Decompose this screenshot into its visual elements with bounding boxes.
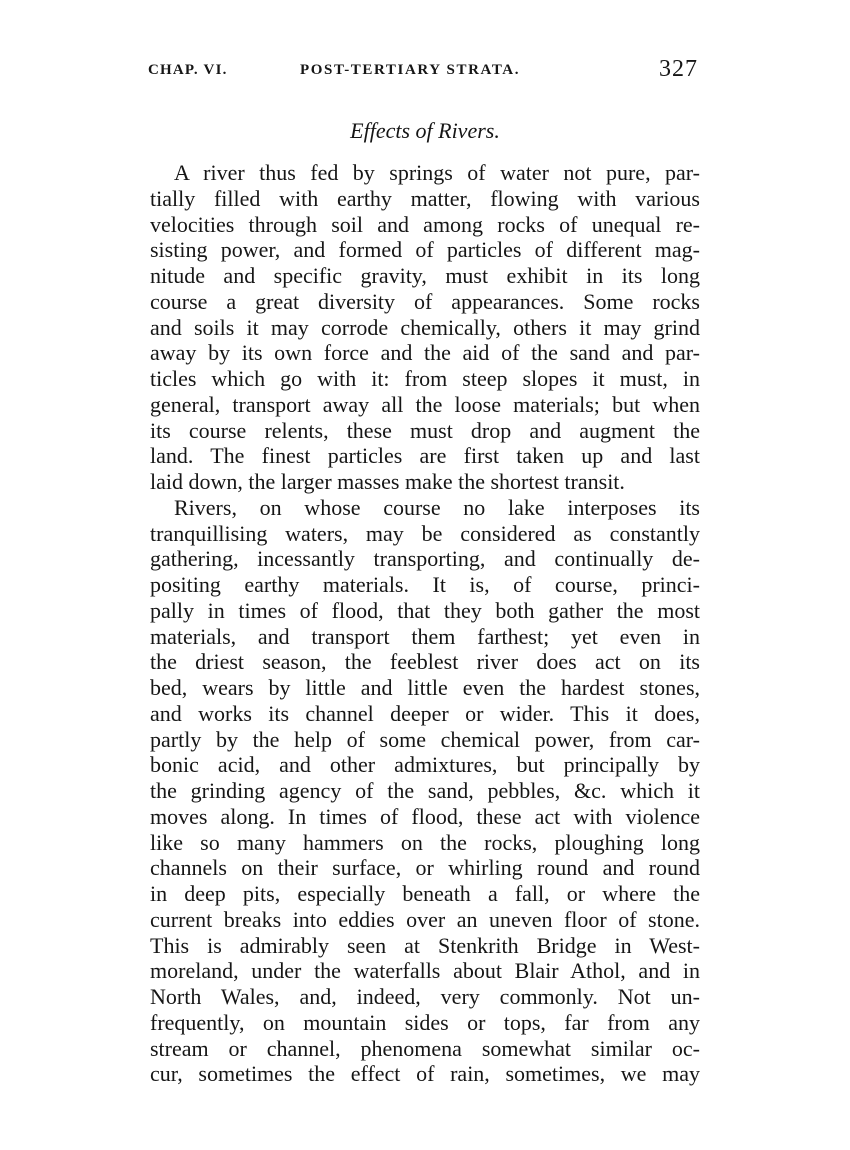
- text-line: tially filled with earthy matter, flowing with various: [150, 185, 700, 211]
- text-line: in deep pits, especially beneath a fall, or where the: [150, 881, 700, 906]
- text-line: its course relents, these must drop and augment the: [150, 417, 700, 443]
- chapter-label: CHAP. VI.: [148, 62, 228, 78]
- text-line: sisting power, and formed of particles of different mag-: [150, 237, 700, 263]
- text-line: course a great diversity of appearances. Some rocks: [150, 288, 700, 314]
- text-line: velocities through soil and among rocks of unequal re-: [150, 211, 700, 237]
- text-line: nitude and specific gravity, must exhibit in its long: [150, 263, 700, 288]
- section-heading: Effects of Rivers.: [350, 118, 500, 143]
- text-line: stream or channel, phenomena somewhat similar oc-: [150, 1035, 700, 1061]
- text-line: Rivers, on whose course no lake interposes its: [174, 494, 700, 520]
- text-line: gathering, incessantly transporting, and continually de-: [150, 546, 700, 572]
- body-text: [150, 160, 700, 1087]
- text-line: laid down, the larger masses make the shortest transit.: [150, 469, 625, 494]
- page-number: 327: [659, 56, 698, 82]
- text-line: positing earthy materials. It is, of course, princi-: [150, 572, 700, 597]
- text-line: bonic acid, and other admixtures, but principally by: [150, 752, 700, 778]
- text-line: and soils it may corrode chemically, others it may grind: [150, 314, 700, 340]
- text-line: moves along. In times of flood, these act with violence: [150, 803, 700, 829]
- running-head: [148, 58, 708, 88]
- running-title: POST-TERTIARY STRATA.: [300, 62, 521, 78]
- text-line: like so many hammers on the rocks, ploughing long: [150, 829, 700, 855]
- text-line: bed, wears by little and little even the hardest stones,: [150, 675, 700, 700]
- text-line: tranquillising waters, may be considered as constantly: [150, 520, 700, 546]
- text-line: the driest season, the feeblest river does act on its: [150, 649, 700, 675]
- text-line: and works its channel deeper or wider. This it does,: [150, 700, 700, 726]
- text-line: pally in times of flood, that they both gather the most: [150, 597, 700, 623]
- text-line: materials, and transport them farthest; yet even in: [150, 623, 700, 649]
- text-line: frequently, on mountain sides or tops, far from any: [150, 1009, 700, 1035]
- text-line: away by its own force and the aid of the sand and par-: [150, 340, 700, 366]
- text-line: cur, sometimes the effect of rain, sometimes, we may: [150, 1061, 700, 1087]
- text-line: current breaks into eddies over an uneven floor of stone.: [150, 906, 700, 932]
- text-line: land. The finest particles are first taken up and last: [150, 443, 700, 469]
- text-line: moreland, under the waterfalls about Blair Athol, and in: [150, 958, 700, 984]
- text-line: partly by the help of some chemical power, from car-: [150, 726, 700, 752]
- text-line: ticles which go with it: from steep slopes it must, in: [150, 366, 700, 391]
- text-line: A river thus fed by springs of water not pure, par-: [174, 160, 700, 185]
- text-line: channels on their surface, or whirling round and round: [150, 855, 700, 881]
- text-line: the grinding agency of the sand, pebbles, &c. which it: [150, 778, 700, 803]
- text-line: This is admirably seen at Stenkrith Bridge in West-: [150, 932, 700, 958]
- text-line: North Wales, and, indeed, very commonly. Not un-: [150, 984, 700, 1009]
- text-line: general, transport away all the loose materials; but when: [150, 391, 700, 417]
